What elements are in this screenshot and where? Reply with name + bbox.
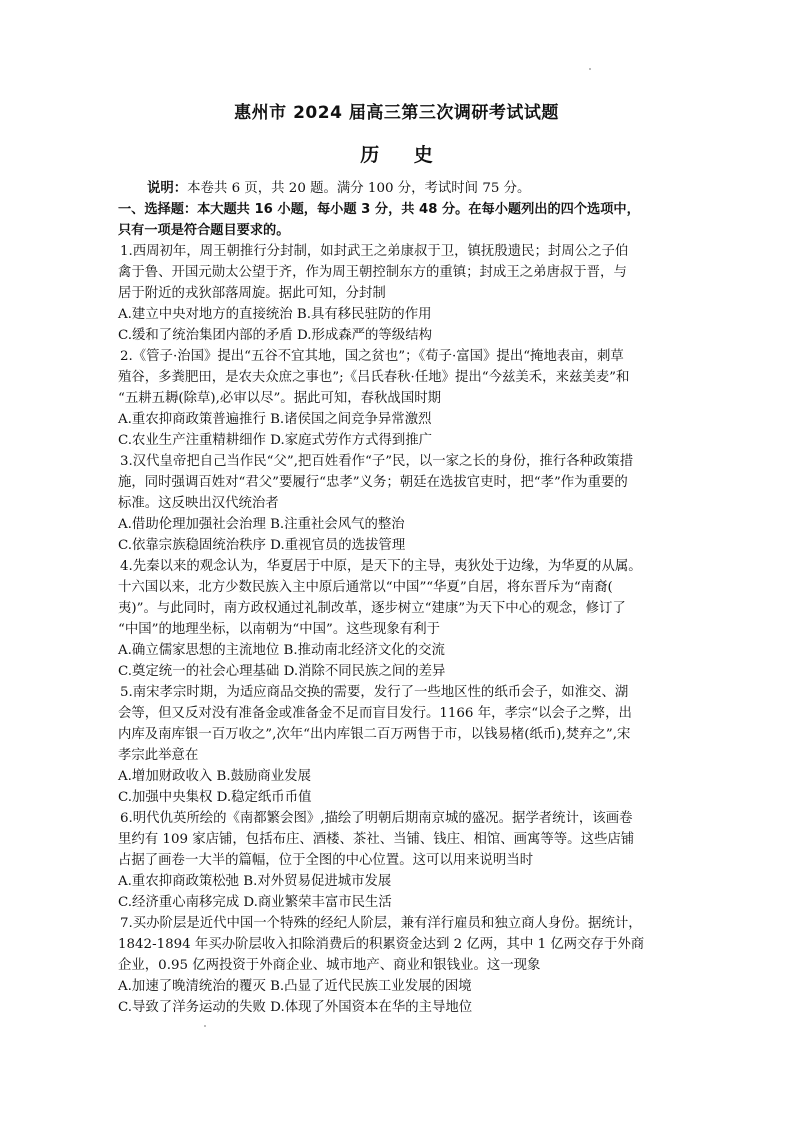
question-stem: 3.汉代皇帝把自己当作民“父”,把百姓看作“子”民，以一家之长的身份，推行各种政策措 <box>120 454 634 469</box>
question-option: A.确立儒家思想的主流地位 B.推动南北经济文化的交流 <box>118 643 445 658</box>
exam-title: 惠州市 2024 届高三第三次调研考试试题 <box>234 103 559 123</box>
question-stem: 占据了画卷一大半的篇幅，位于全图的中心位置。这可以用来说明当时 <box>118 853 534 868</box>
question-stem: 1.西周初年，周王朝推行分封制，如封武王之弟康叔于卫，镇抚殷遗民；封周公之子伯 <box>120 244 629 259</box>
question-stem: 十六国以来，北方少数民族入主中原后通常以“中国”“华夏”自居，将东晋斥为“南裔( <box>118 580 613 595</box>
question-option: A.建立中央对地方的直接统治 B.具有移民驻防的作用 <box>118 307 432 322</box>
question-stem: 殖谷，多粪肥田，是农夫众庶之事也”;《吕氏春秋·任地》提出“今兹美禾，来兹美麦”和 <box>118 370 630 385</box>
question-option: C.经济重心南移完成 D.商业繁荣丰富市民生活 <box>118 895 392 910</box>
question-stem: 4.先秦以来的观念认为，华夏居于中原，是天下的主导，夷狄处于边缘，为华夏的从属。 <box>120 559 642 574</box>
question-stem: 孝宗此举意在 <box>118 748 199 763</box>
question-stem: 里约有 109 家店铺，包括布庄、酒楼、茶社、当铺、钱庄、相馆、画寓等等。这些店铺 <box>118 832 635 847</box>
question-stem: 施，同时强调百姓对“君父”要履行“忠孝”义务；朝廷在选拔官吏时，把“孝”作为重要的 <box>118 475 628 490</box>
question-option: C.加强中央集权 D.稳定纸币币值 <box>118 790 312 805</box>
question-stem: “中国”的地理坐标，以南朝为“中国”。这些现象有利于 <box>118 622 440 637</box>
question-option: A.借助伦理加强社会治理 B.注重社会风气的整治 <box>118 517 405 532</box>
note-text: 本卷共 6 页，共 20 题。满分 100 分，考试时间 75 分。 <box>187 181 531 196</box>
section-heading-cont: 只有一项是符合题目要求的。 <box>118 223 290 238</box>
question-stem: 禽于鲁、开国元勋太公望于齐，作为周王朝控制东方的重镇；封成王之弟唐叔于晋，与 <box>118 265 627 280</box>
question-stem: 居于附近的戎狄部落周旋。据此可知，分封制 <box>118 286 386 301</box>
question-stem: 5.南宋孝宗时期，为适应商品交换的需要，发行了一些地区性的纸币会子，如淮交、湖 <box>120 685 629 700</box>
question-stem: 6.明代仇英所绘的《南都繁会图》,描绘了明朝后期南京城的盛况。据学者统计，该画卷 <box>120 811 633 826</box>
question-option: C.缓和了统治集团内部的矛盾 D.形成森严的等级结构 <box>118 328 432 343</box>
subject-title: 历 史 <box>360 144 447 166</box>
question-option: A.重农抑商政策松弛 B.对外贸易促进城市发展 <box>118 874 392 889</box>
question-stem: 企业，0.95 亿两投资于外商企业、城市地产、商业和银钱业。这一现象 <box>118 958 541 973</box>
question-option: C.奠定统一的社会心理基础 D.消除不同民族之间的差异 <box>118 664 446 679</box>
note-label: 说明： <box>147 181 188 196</box>
question-option: C.依靠宗族稳固统治秩序 D.重视官员的选拔管理 <box>118 538 406 553</box>
question-stem: 7.买办阶层是近代中国一个特殊的经纪人阶层，兼有洋行雇员和独立商人身份。据统计， <box>120 916 642 931</box>
question-stem: 1842-1894 年买办阶层收入扣除消费后的积累资金达到 2 亿两，其中 1 亿两交存于外商 <box>118 937 645 952</box>
question-option: C.农业生产注重精耕细作 D.家庭式劳作方式得到推广 <box>118 433 432 448</box>
question-stem: “五耕五耨(除草),必审以尽”。据此可知，春秋战国时期 <box>118 391 441 406</box>
question-stem: 夷)”。与此同时，南方政权通过礼制改革，逐步树立“建康”为天下中心的观念，修订了 <box>118 601 626 616</box>
question-option: C.导致了洋务运动的失败 D.体现了外国资本在华的主导地位 <box>118 1000 473 1015</box>
exam-note <box>147 179 717 199</box>
question-option: A.重农抑商政策普遍推行 B.诸侯国之间竞争异常激烈 <box>118 412 432 427</box>
question-option: A.增加财政收入 B.鼓励商业发展 <box>118 769 311 784</box>
section-heading: 一、选择题：本大题共 16 小题，每小题 3 分，共 48 分。在每小题列出的四个选项中， <box>118 202 640 217</box>
question-stem: 标准。这反映出汉代统治者 <box>118 496 279 511</box>
scan-dot <box>204 1025 206 1027</box>
question-stem: 2.《管子·治国》提出“五谷不宜其地，国之贫也”；《荀子·富国》提出“掩地表亩，刺草 <box>120 349 624 364</box>
question-stem: 内库及南库银一百万收之”,次年“出内库银二百万两售于市，以钱易楮(纸币),焚弃之”,宋 <box>118 727 631 742</box>
question-stem: 会等，但又反对没有准备金或准备金不足而盲目发行。1166 年，孝宗“以会子之弊，出 <box>118 706 632 721</box>
question-option: A.加速了晚清统治的覆灭 B.凸显了近代民族工业发展的困境 <box>118 979 472 994</box>
scan-dot <box>589 68 591 70</box>
